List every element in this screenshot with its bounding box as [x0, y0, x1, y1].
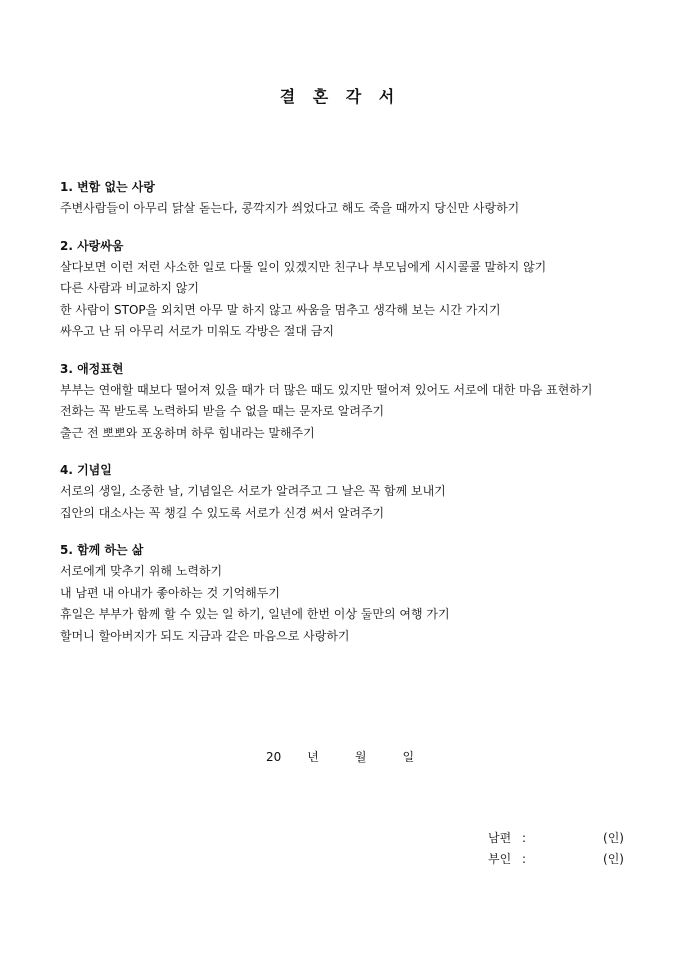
date-year-unit: 년	[307, 750, 319, 764]
section-line: 집안의 대소사는 꼭 챙길 수 있도록 서로가 신경 써서 알려주기	[60, 505, 385, 520]
date-month-unit: 월	[354, 750, 367, 764]
date-year-prefix: 20	[265, 750, 282, 764]
section-line: 전화는 꼭 받도록 노력하되 받을 수 없을 때는 문자로 알려주기	[60, 404, 385, 418]
section-anniversaries	[60, 459, 620, 524]
signature-row-husband	[488, 828, 628, 849]
section-line: 서로의 생일, 소중한 날, 기념일은 서로가 알려주고 그 날은 꼭 함께 보내기	[60, 484, 446, 498]
section-line: 서로에게 맞추기 위해 노력하기	[60, 564, 223, 578]
date-day-unit: 일	[402, 750, 415, 764]
section-line: 할머니 할아버지가 되도 지금과 같은 마음으로 사랑하기	[60, 628, 350, 643]
signature-block	[488, 828, 628, 870]
section-line: 살다보면 이런 저런 사소한 일로 다툴 일이 있겠지만 친구나 부모님에게 시시콜콜 말하지 않기	[60, 259, 547, 274]
section-line: 휴일은 부부가 함께 할 수 있는 일 하기, 일년에 한번 이상 둘만의 여행 가기	[60, 607, 450, 621]
signature-colon: :	[522, 831, 527, 845]
section-line: 주변사람들이 아무리 닭살 돋는다, 콩깍지가 씌었다고 해도 죽을 때까지 당신만 사랑하기	[60, 201, 520, 215]
section-line: 다른 사람과 비교하지 않기	[60, 281, 199, 295]
page-title: 결 혼 각 서	[279, 87, 401, 106]
pledge-sections	[60, 176, 620, 662]
signature-colon: :	[522, 852, 527, 866]
section-heading: 4. 기념일	[60, 463, 112, 477]
signature-seal-mark: (인)	[603, 831, 624, 845]
section-heading: 1. 변함 없는 사랑	[60, 180, 155, 194]
date-line	[0, 748, 680, 765]
section-heading: 5. 함께 하는 삶	[60, 543, 144, 557]
section-life-together	[60, 539, 620, 647]
signature-row-wife	[488, 849, 628, 870]
section-heading: 3. 애정표현	[60, 361, 124, 376]
signature-seal-mark: (인)	[603, 852, 624, 866]
section-affection	[60, 358, 620, 445]
signature-label: 부인	[488, 852, 512, 866]
section-lovers-quarrel	[60, 235, 620, 343]
section-line: 한 사람이 STOP을 외치면 아무 말 하지 않고 싸움을 멈추고 생각해 보는 시간 가지기	[60, 302, 501, 317]
section-unchanging-love	[60, 176, 620, 220]
signature-label: 남편	[488, 831, 512, 845]
section-line: 부부는 연애할 때보다 떨어져 있을 때가 더 많은 때도 있지만 떨어져 있어도 서로에 대한 마음 표현하기	[60, 382, 593, 397]
section-heading: 2. 사랑싸움	[60, 238, 124, 253]
section-line: 싸우고 난 뒤 아무리 서로가 미워도 각방은 절대 금지	[60, 324, 334, 338]
section-line: 내 남편 내 아내가 좋아하는 것 기억해두기	[60, 585, 280, 600]
section-line: 출근 전 뽀뽀와 포옹하며 하루 힘내라는 말해주기	[60, 425, 315, 440]
